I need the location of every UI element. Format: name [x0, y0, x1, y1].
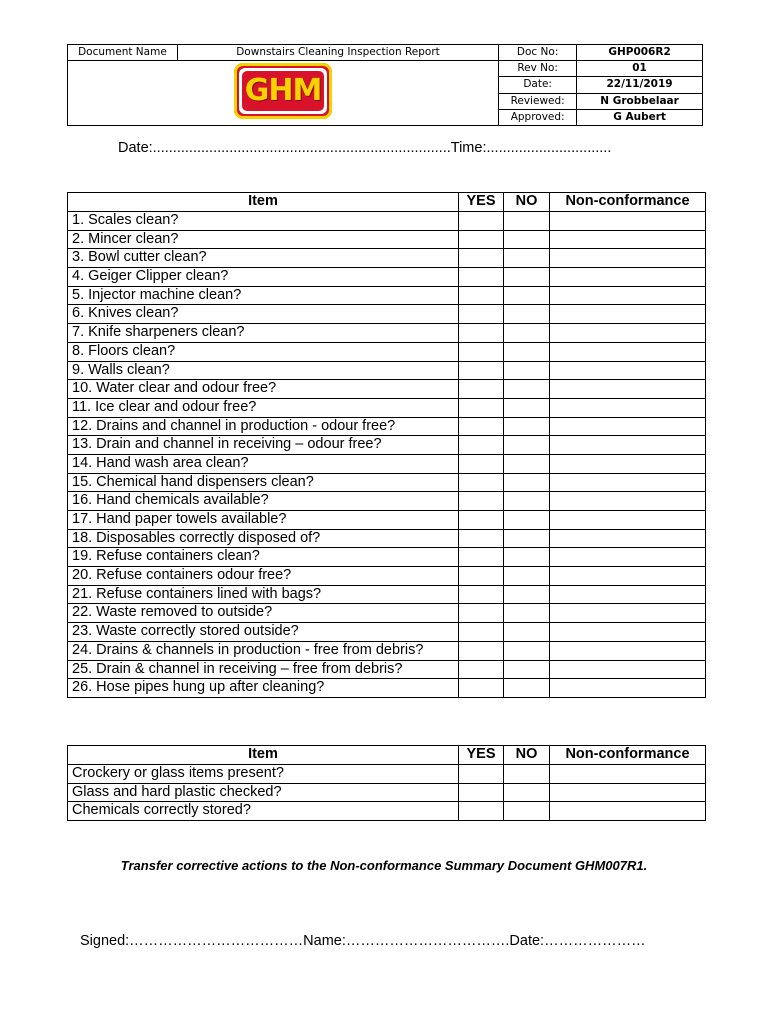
table-row	[68, 529, 706, 548]
nonconformance-cell[interactable]	[550, 492, 706, 511]
nonconformance-cell[interactable]	[550, 511, 706, 530]
table-row	[68, 473, 706, 492]
yes-cell[interactable]	[459, 454, 504, 473]
col-header-yes: YES	[459, 746, 504, 765]
item-label: 10. Water clear and odour free?	[68, 380, 459, 399]
nonconformance-cell[interactable]	[550, 623, 706, 642]
yes-cell[interactable]	[459, 473, 504, 492]
item-label: 26. Hose pipes hung up after cleaning?	[68, 679, 459, 698]
no-cell[interactable]	[504, 585, 550, 604]
col-header-item: Item	[68, 193, 459, 212]
item-label: 3. Bowl cutter clean?	[68, 249, 459, 268]
doc-name-value: Downstairs Cleaning Inspection Report	[177, 45, 498, 61]
date-value: 22/11/2019	[577, 77, 703, 93]
item-label: 25. Drain & channel in receiving – free from debris?	[68, 660, 459, 679]
nonconformance-cell[interactable]	[550, 548, 706, 567]
no-cell[interactable]	[504, 529, 550, 548]
item-label: Glass and hard plastic checked?	[68, 783, 459, 802]
date-time-line[interactable]: Date:..........................................................................Time:...............................	[118, 140, 612, 156]
nonconformance-cell[interactable]	[550, 660, 706, 679]
yes-cell[interactable]	[459, 212, 504, 231]
item-label: 9. Walls clean?	[68, 361, 459, 380]
signature-line[interactable]: Signed:………………………………Name:…………………………….Date:…………………	[80, 933, 646, 949]
item-label: 22. Waste removed to outside?	[68, 604, 459, 623]
item-label: 18. Disposables correctly disposed of?	[68, 529, 459, 548]
yes-cell[interactable]	[459, 623, 504, 642]
table-row	[68, 492, 706, 511]
table-row	[68, 548, 706, 567]
yes-cell[interactable]	[459, 511, 504, 530]
reviewed-label: Reviewed:	[499, 93, 577, 109]
no-cell[interactable]	[504, 765, 550, 784]
table-row	[68, 765, 706, 784]
doc-no-label: Doc No:	[499, 45, 577, 61]
table-row	[68, 641, 706, 660]
no-cell[interactable]	[504, 380, 550, 399]
no-cell[interactable]	[504, 492, 550, 511]
item-label: 20. Refuse containers odour free?	[68, 567, 459, 586]
nonconformance-cell[interactable]	[550, 286, 706, 305]
nonconformance-cell[interactable]	[550, 641, 706, 660]
table-row	[68, 268, 706, 287]
nonconformance-cell[interactable]	[550, 567, 706, 586]
table-row	[68, 398, 706, 417]
nonconformance-cell[interactable]	[550, 324, 706, 343]
yes-cell[interactable]	[459, 604, 504, 623]
item-label: Chemicals correctly stored?	[68, 802, 459, 821]
nonconformance-cell[interactable]	[550, 398, 706, 417]
no-cell[interactable]	[504, 604, 550, 623]
yes-cell[interactable]	[459, 679, 504, 698]
nonconformance-cell[interactable]	[550, 230, 706, 249]
item-label: 23. Waste correctly stored outside?	[68, 623, 459, 642]
table-row	[68, 454, 706, 473]
yes-cell[interactable]	[459, 286, 504, 305]
yes-cell[interactable]	[459, 324, 504, 343]
yes-cell[interactable]	[459, 398, 504, 417]
doc-name-label: Document Name	[68, 45, 178, 61]
item-label: 8. Floors clean?	[68, 342, 459, 361]
nonconformance-cell[interactable]	[550, 212, 706, 231]
no-cell[interactable]	[504, 249, 550, 268]
table-row	[68, 802, 706, 821]
col-header-nonconformance: Non-conformance	[550, 746, 706, 765]
nonconformance-cell[interactable]	[550, 268, 706, 287]
nonconformance-cell[interactable]	[550, 454, 706, 473]
no-cell[interactable]	[504, 623, 550, 642]
yes-cell[interactable]	[459, 585, 504, 604]
no-cell[interactable]	[504, 417, 550, 436]
table-row	[68, 436, 706, 455]
approved-value: G Aubert	[577, 109, 703, 125]
yes-cell[interactable]	[459, 660, 504, 679]
no-cell[interactable]	[504, 436, 550, 455]
yes-cell[interactable]	[459, 342, 504, 361]
col-header-nonconformance: Non-conformance	[550, 193, 706, 212]
table-row	[68, 324, 706, 343]
no-cell[interactable]	[504, 548, 550, 567]
table-row	[68, 567, 706, 586]
col-header-item: Item	[68, 746, 459, 765]
no-cell[interactable]	[504, 398, 550, 417]
yes-cell[interactable]	[459, 268, 504, 287]
no-cell[interactable]	[504, 342, 550, 361]
table-row	[68, 417, 706, 436]
no-cell[interactable]	[504, 324, 550, 343]
nonconformance-cell[interactable]	[550, 380, 706, 399]
table-row	[68, 305, 706, 324]
item-label: 11. Ice clear and odour free?	[68, 398, 459, 417]
nonconformance-cell[interactable]	[550, 473, 706, 492]
nonconformance-cell[interactable]	[550, 765, 706, 784]
col-header-no: NO	[504, 746, 550, 765]
table-row	[68, 623, 706, 642]
table-row	[68, 585, 706, 604]
no-cell[interactable]	[504, 268, 550, 287]
item-label: 16. Hand chemicals available?	[68, 492, 459, 511]
table-row	[68, 604, 706, 623]
item-label: Crockery or glass items present?	[68, 765, 459, 784]
no-cell[interactable]	[504, 511, 550, 530]
table-row	[68, 286, 706, 305]
col-header-yes: YES	[459, 193, 504, 212]
yes-cell[interactable]	[459, 436, 504, 455]
item-label: 4. Geiger Clipper clean?	[68, 268, 459, 287]
item-label: 1. Scales clean?	[68, 212, 459, 231]
yes-cell[interactable]	[459, 361, 504, 380]
no-cell[interactable]	[504, 802, 550, 821]
logo-cell	[68, 61, 499, 126]
table-row	[68, 511, 706, 530]
approved-label: Approved:	[499, 109, 577, 125]
yes-cell[interactable]	[459, 230, 504, 249]
rev-no-label: Rev No:	[499, 61, 577, 77]
item-label: 21. Refuse containers lined with bags?	[68, 585, 459, 604]
nonconformance-cell[interactable]	[550, 436, 706, 455]
nonconformance-cell[interactable]	[550, 529, 706, 548]
transfer-note: Transfer corrective actions to the Non-conformance Summary Document GHM007R1.	[120, 858, 648, 873]
item-label: 17. Hand paper towels available?	[68, 511, 459, 530]
extra-checks-table-body	[68, 765, 706, 821]
item-label: 5. Injector machine clean?	[68, 286, 459, 305]
nonconformance-cell[interactable]	[550, 604, 706, 623]
no-cell[interactable]	[504, 567, 550, 586]
no-cell[interactable]	[504, 212, 550, 231]
nonconformance-cell[interactable]	[550, 361, 706, 380]
logo-text: GHM	[244, 73, 322, 109]
extra-checks-table	[67, 745, 706, 821]
no-cell[interactable]	[504, 679, 550, 698]
yes-cell[interactable]	[459, 380, 504, 399]
nonconformance-cell[interactable]	[550, 679, 706, 698]
item-label: 15. Chemical hand dispensers clean?	[68, 473, 459, 492]
table-row	[68, 380, 706, 399]
item-label: 7. Knife sharpeners clean?	[68, 324, 459, 343]
yes-cell[interactable]	[459, 529, 504, 548]
reviewed-value: N Grobbelaar	[577, 93, 703, 109]
yes-cell[interactable]	[459, 765, 504, 784]
col-header-no: NO	[504, 193, 550, 212]
no-cell[interactable]	[504, 660, 550, 679]
document-header	[67, 44, 703, 126]
yes-cell[interactable]	[459, 249, 504, 268]
item-label: 14. Hand wash area clean?	[68, 454, 459, 473]
yes-cell[interactable]	[459, 492, 504, 511]
item-label: 24. Drains & channels in production - free from debris?	[68, 641, 459, 660]
doc-no-value: GHP006R2	[577, 45, 703, 61]
yes-cell[interactable]	[459, 417, 504, 436]
no-cell[interactable]	[504, 286, 550, 305]
no-cell[interactable]	[504, 305, 550, 324]
table-row	[68, 212, 706, 231]
yes-cell[interactable]	[459, 305, 504, 324]
inspection-table	[67, 192, 706, 698]
no-cell[interactable]	[504, 641, 550, 660]
no-cell[interactable]	[504, 454, 550, 473]
item-label: 12. Drains and channel in production - odour free?	[68, 417, 459, 436]
nonconformance-cell[interactable]	[550, 342, 706, 361]
table-row	[68, 230, 706, 249]
item-label: 2. Mincer clean?	[68, 230, 459, 249]
no-cell[interactable]	[504, 361, 550, 380]
table-row	[68, 249, 706, 268]
yes-cell[interactable]	[459, 567, 504, 586]
yes-cell[interactable]	[459, 641, 504, 660]
date-label: Date:	[499, 77, 577, 93]
rev-no-value: 01	[577, 61, 703, 77]
nonconformance-cell[interactable]	[550, 305, 706, 324]
nonconformance-cell[interactable]	[550, 783, 706, 802]
item-label: 6. Knives clean?	[68, 305, 459, 324]
nonconformance-cell[interactable]	[550, 417, 706, 436]
table-row	[68, 783, 706, 802]
yes-cell[interactable]	[459, 802, 504, 821]
table-row	[68, 679, 706, 698]
nonconformance-cell[interactable]	[550, 585, 706, 604]
yes-cell[interactable]	[459, 783, 504, 802]
table-row	[68, 660, 706, 679]
item-label: 13. Drain and channel in receiving – odour free?	[68, 436, 459, 455]
yes-cell[interactable]	[459, 548, 504, 567]
nonconformance-cell[interactable]	[550, 802, 706, 821]
item-label: 19. Refuse containers clean?	[68, 548, 459, 567]
table-row	[68, 342, 706, 361]
inspection-table-body	[68, 212, 706, 698]
table-row	[68, 361, 706, 380]
ghm-logo	[234, 63, 332, 119]
nonconformance-cell[interactable]	[550, 249, 706, 268]
no-cell[interactable]	[504, 783, 550, 802]
no-cell[interactable]	[504, 230, 550, 249]
no-cell[interactable]	[504, 473, 550, 492]
